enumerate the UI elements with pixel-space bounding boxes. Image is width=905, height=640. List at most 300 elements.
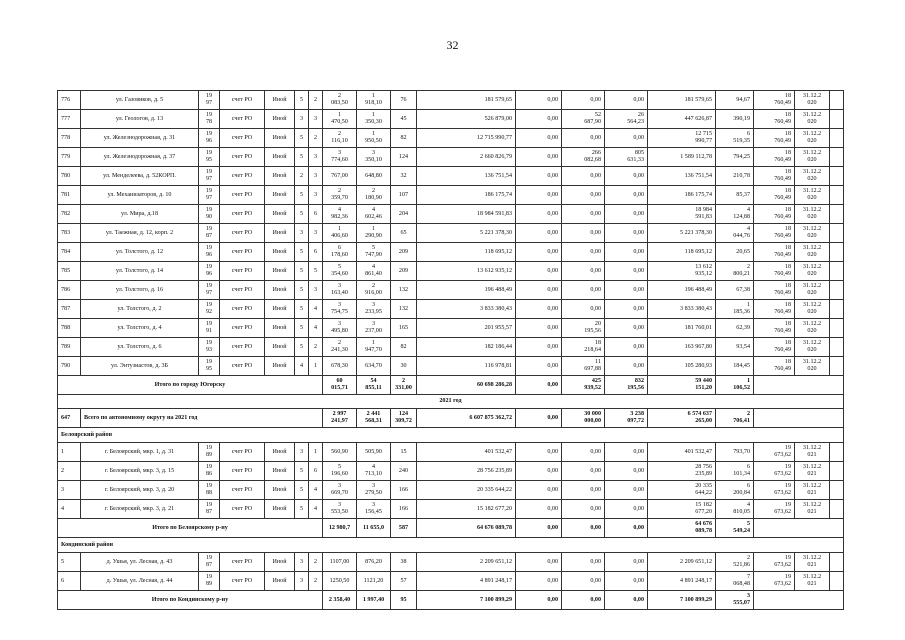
limit-cost-cell: 18 760,49 [754, 319, 795, 338]
living-area-cell: 3 279,50 [357, 481, 391, 500]
local-budget-cell: 0,00 [605, 167, 648, 186]
fund-cost-cell: 0,00 [516, 357, 562, 376]
table-row [58, 338, 844, 357]
build-year-cell: 19 89 [199, 443, 220, 462]
table-row [58, 91, 844, 110]
residents-cell: 45 [391, 110, 417, 129]
fund-cost-cell: 0,00 [516, 281, 562, 300]
limit-cost-cell: 19 673,62 [754, 500, 795, 519]
material-cell: Иной [265, 224, 295, 243]
district-header-row [58, 538, 844, 553]
local-budget-cell: 0,00 [605, 338, 648, 357]
funding-source-cell: счет РО [220, 481, 265, 500]
residents-cell: 57 [391, 572, 417, 591]
material-cell: Иной [265, 462, 295, 481]
owners-funds-cell: 401 532,47 [648, 443, 716, 462]
total-area-cell: 3 774,60 [323, 148, 357, 167]
unit-cost-cell: 2 800,21 [716, 262, 754, 281]
limit-cost-cell: 18 760,49 [754, 205, 795, 224]
build-year-cell: 19 97 [199, 167, 220, 186]
total-area-cell: 560,90 [323, 443, 357, 462]
total-cost-cell: 401 532,47 [417, 443, 516, 462]
deadline-cell: 31.12.2 020 [795, 281, 830, 300]
living-area-cell: 3 156,45 [357, 500, 391, 519]
build-year-cell: 19 87 [199, 500, 220, 519]
district-header-row-cell: Белоярский район [58, 428, 844, 443]
deadline-cell: 31.12.2 020 [795, 91, 830, 110]
local-budget-cell: 0,00 [605, 319, 648, 338]
floors-cell: 5 [295, 205, 309, 224]
funding-source-cell: счет РО [220, 186, 265, 205]
material-cell: Иной [265, 572, 295, 591]
material-cell: Иной [265, 167, 295, 186]
material-cell: Иной [265, 553, 295, 572]
build-year-cell: 19 91 [199, 319, 220, 338]
address-cell: ул. Толстого, д. 12 [81, 243, 199, 262]
total-label-cell: Итого по Кондинскому р-ну [58, 591, 323, 610]
funding-source-cell: счет РО [220, 462, 265, 481]
row-number-cell: 5 [58, 553, 81, 572]
living-area-cell: 4 602,46 [357, 205, 391, 224]
owners-funds-cell: 13 612 935,12 [648, 262, 716, 281]
unit-cost-cell: 94,67 [716, 91, 754, 110]
residents-cell: 65 [391, 224, 417, 243]
funding-source-cell: счет РО [220, 167, 265, 186]
deadline-cell: 31.12.2 021 [795, 443, 830, 462]
residents-cell: 82 [391, 338, 417, 357]
total-cost-cell: 60 698 286,28 [417, 376, 516, 395]
table-row [58, 129, 844, 148]
regional-budget-cell: 20 195,56 [562, 319, 605, 338]
entrances-cell: 3 [309, 110, 323, 129]
funding-source-cell: счет РО [220, 500, 265, 519]
residents-cell: 587 [391, 519, 417, 538]
blank-cell [830, 205, 844, 224]
blank-cell [754, 409, 844, 428]
deadline-cell: 31.12.2 020 [795, 243, 830, 262]
address-cell: ул. Таежная, д. 12, корп. 2 [81, 224, 199, 243]
limit-cost-cell: 19 673,62 [754, 572, 795, 591]
blank-cell [830, 319, 844, 338]
regional-budget-cell: 52 687,90 [562, 110, 605, 129]
unit-cost-cell: 6 519,35 [716, 129, 754, 148]
address-cell: ул. Толстого, д. 6 [81, 338, 199, 357]
fund-cost-cell: 0,00 [516, 319, 562, 338]
address-cell: ул. Газовиков, д. 5 [81, 91, 199, 110]
funding-source-cell: счет РО [220, 443, 265, 462]
local-budget-cell: 0,00 [605, 481, 648, 500]
total-area-cell: 1107,00 [323, 553, 357, 572]
row-number-cell: 1 [58, 443, 81, 462]
deadline-cell: 31.12.2 020 [795, 224, 830, 243]
capital-repair-register-table [57, 90, 844, 610]
limit-cost-cell: 18 760,49 [754, 224, 795, 243]
owners-funds-cell: 1 589 112,78 [648, 148, 716, 167]
funding-source-cell: счет РО [220, 319, 265, 338]
limit-cost-cell: 18 760,49 [754, 91, 795, 110]
row-number-cell: 4 [58, 500, 81, 519]
deadline-cell: 31.12.2 020 [795, 205, 830, 224]
build-year-cell: 19 97 [199, 91, 220, 110]
floors-cell: 5 [295, 281, 309, 300]
material-cell: Иной [265, 129, 295, 148]
owners-funds-cell: 18 984 591,83 [648, 205, 716, 224]
owners-funds-cell: 2 209 651,12 [648, 553, 716, 572]
owners-funds-cell: 118 695,12 [648, 243, 716, 262]
blank-cell [830, 243, 844, 262]
address-cell: г. Белоярский, мкр. 3, д. 20 [81, 481, 199, 500]
total-row [58, 519, 844, 538]
regional-budget-cell: 0,00 [562, 262, 605, 281]
total-cost-cell: 182 186,44 [417, 338, 516, 357]
address-cell: ул. Толстого, д. 14 [81, 262, 199, 281]
regional-budget-cell: 0,00 [562, 443, 605, 462]
build-year-cell: 19 86 [199, 462, 220, 481]
limit-cost-cell: 18 760,49 [754, 129, 795, 148]
living-area-cell: 2 441 568,31 [357, 409, 391, 428]
row-number-cell: 781 [58, 186, 81, 205]
fund-cost-cell: 0,00 [516, 553, 562, 572]
fund-cost-cell: 0,00 [516, 572, 562, 591]
total-cost-cell: 12 715 990,77 [417, 129, 516, 148]
residents-cell: 32 [391, 167, 417, 186]
table-row [58, 262, 844, 281]
total-cost-cell: 118 695,12 [417, 243, 516, 262]
fund-cost-cell: 0,00 [516, 338, 562, 357]
deadline-cell: 31.12.2 021 [795, 500, 830, 519]
material-cell: Иной [265, 110, 295, 129]
limit-cost-cell: 18 760,49 [754, 243, 795, 262]
total-cost-cell: 526 879,00 [417, 110, 516, 129]
table-row [58, 572, 844, 591]
fund-cost-cell: 0,00 [516, 129, 562, 148]
total-label-cell: Всего по автономному округу на 2021 год [81, 409, 323, 428]
material-cell: Иной [265, 262, 295, 281]
funding-source-cell: счет РО [220, 243, 265, 262]
row-number-cell: 786 [58, 281, 81, 300]
local-budget-cell: 0,00 [605, 357, 648, 376]
deadline-cell: 31.12.2 020 [795, 167, 830, 186]
material-cell: Иной [265, 300, 295, 319]
funding-source-cell: счет РО [220, 205, 265, 224]
living-area-cell: 1 947,70 [357, 338, 391, 357]
material-cell: Иной [265, 443, 295, 462]
blank-cell [830, 186, 844, 205]
total-area-cell: 5 196,60 [323, 462, 357, 481]
owners-funds-cell: 181 760,01 [648, 319, 716, 338]
total-cost-cell: 15 182 677,20 [417, 500, 516, 519]
unit-cost-cell: 3 555,07 [716, 591, 754, 610]
row-number-cell: 647 [58, 409, 81, 428]
regional-budget-cell: 0,00 [562, 224, 605, 243]
fund-cost-cell: 0,00 [516, 243, 562, 262]
total-label-cell: Итого по городу Югорску [58, 376, 323, 395]
blank-cell [830, 91, 844, 110]
deadline-cell: 31.12.2 020 [795, 148, 830, 167]
fund-cost-cell: 0,00 [516, 167, 562, 186]
residents-cell: 124 [391, 148, 417, 167]
blank-cell [830, 129, 844, 148]
total-cost-cell: 116 978,81 [417, 357, 516, 376]
fund-cost-cell: 0,00 [516, 481, 562, 500]
table-row [58, 357, 844, 376]
blank-cell [830, 357, 844, 376]
deadline-cell: 31.12.2 020 [795, 300, 830, 319]
owners-funds-cell: 12 715 990,77 [648, 129, 716, 148]
build-year-cell: 19 95 [199, 357, 220, 376]
limit-cost-cell: 18 760,49 [754, 167, 795, 186]
blank-cell [830, 338, 844, 357]
blank-cell [830, 443, 844, 462]
living-area-cell: 1 290,90 [357, 224, 391, 243]
build-year-cell: 19 78 [199, 110, 220, 129]
residents-cell: 209 [391, 243, 417, 262]
row-number-cell: 787 [58, 300, 81, 319]
residents-cell: 165 [391, 319, 417, 338]
table-row [58, 186, 844, 205]
address-cell: ул. Железнодорожная, д. 31 [81, 129, 199, 148]
row-number-cell: 785 [58, 262, 81, 281]
limit-cost-cell: 19 673,62 [754, 481, 795, 500]
address-cell: ул. Толстого, д. 2 [81, 300, 199, 319]
address-cell: ул. Толстого, д. 4 [81, 319, 199, 338]
local-budget-cell: 0,00 [605, 243, 648, 262]
total-area-cell: 2 359,70 [323, 186, 357, 205]
floors-cell: 5 [295, 300, 309, 319]
total-cost-cell: 7 100 899,29 [417, 591, 516, 610]
living-area-cell: 1 350,30 [357, 110, 391, 129]
district-header-row [58, 428, 844, 443]
entrances-cell: 3 [309, 281, 323, 300]
fund-cost-cell: 0,00 [516, 110, 562, 129]
deadline-cell: 31.12.2 021 [795, 572, 830, 591]
local-budget-cell: 0,00 [605, 262, 648, 281]
total-area-cell: 3 553,50 [323, 500, 357, 519]
entrances-cell: 6 [309, 243, 323, 262]
material-cell: Иной [265, 148, 295, 167]
unit-cost-cell: 6 200,84 [716, 481, 754, 500]
total-area-cell: 2 241,30 [323, 338, 357, 357]
regional-budget-cell: 0,00 [562, 243, 605, 262]
local-budget-cell: 0,00 [605, 500, 648, 519]
blank-cell [830, 462, 844, 481]
entrances-cell: 6 [309, 205, 323, 224]
regional-budget-cell: 0,00 [562, 572, 605, 591]
unit-cost-cell: 210,78 [716, 167, 754, 186]
floors-cell: 5 [295, 319, 309, 338]
total-area-cell: 3 669,70 [323, 481, 357, 500]
total-area-cell: 767,00 [323, 167, 357, 186]
total-area-cell: 1250,50 [323, 572, 357, 591]
blank-cell [830, 224, 844, 243]
funding-source-cell: счет РО [220, 300, 265, 319]
living-area-cell: 4 861,40 [357, 262, 391, 281]
total-area-cell: 6 178,60 [323, 243, 357, 262]
unit-cost-cell: 2 521,86 [716, 553, 754, 572]
table-row [58, 481, 844, 500]
living-area-cell: 634,70 [357, 357, 391, 376]
unit-cost-cell: 67,38 [716, 281, 754, 300]
row-number-cell: 788 [58, 319, 81, 338]
total-cost-cell: 13 612 935,12 [417, 262, 516, 281]
material-cell: Иной [265, 205, 295, 224]
regional-budget-cell: 0,00 [562, 462, 605, 481]
floors-cell: 5 [295, 186, 309, 205]
funding-source-cell: счет РО [220, 110, 265, 129]
living-area-cell: 2 916,00 [357, 281, 391, 300]
entrances-cell: 1 [309, 443, 323, 462]
total-area-cell: 3 495,80 [323, 319, 357, 338]
row-number-cell: 6 [58, 572, 81, 591]
living-area-cell: 1 950,50 [357, 129, 391, 148]
floors-cell: 5 [295, 500, 309, 519]
funding-source-cell: счет РО [220, 281, 265, 300]
owners-funds-cell: 6 574 637 265,00 [648, 409, 716, 428]
blank-cell [830, 167, 844, 186]
total-cost-cell: 186 175,74 [417, 186, 516, 205]
regional-budget-cell: 0,00 [562, 129, 605, 148]
total-cost-cell: 201 955,57 [417, 319, 516, 338]
table-row [58, 148, 844, 167]
material-cell: Иной [265, 338, 295, 357]
deadline-cell: 31.12.2 020 [795, 110, 830, 129]
fund-cost-cell: 0,00 [516, 224, 562, 243]
blank-cell [830, 553, 844, 572]
owners-funds-cell: 64 676 089,78 [648, 519, 716, 538]
regional-budget-cell: 0,00 [562, 186, 605, 205]
address-cell: г. Белоярский, мкр. 3, д. 15 [81, 462, 199, 481]
material-cell: Иной [265, 500, 295, 519]
unit-cost-cell: 1 185,36 [716, 300, 754, 319]
total-area-cell: 2 997 241,97 [323, 409, 357, 428]
floors-cell: 3 [295, 553, 309, 572]
blank-cell [754, 519, 844, 538]
deadline-cell: 31.12.2 020 [795, 338, 830, 357]
entrances-cell: 3 [309, 148, 323, 167]
living-area-cell: 505,90 [357, 443, 391, 462]
fund-cost-cell: 0,00 [516, 148, 562, 167]
owners-funds-cell: 20 335 644,22 [648, 481, 716, 500]
entrances-cell: 2 [309, 572, 323, 591]
build-year-cell: 19 87 [199, 224, 220, 243]
blank-cell [830, 110, 844, 129]
local-budget-cell: 3 238 097,72 [605, 409, 648, 428]
year-header-row [58, 395, 844, 409]
material-cell: Иной [265, 357, 295, 376]
table-row [58, 500, 844, 519]
deadline-cell: 31.12.2 020 [795, 262, 830, 281]
regional-budget-cell: 425 939,52 [562, 376, 605, 395]
owners-funds-cell: 136 751,54 [648, 167, 716, 186]
total-cost-cell: 5 221 378,30 [417, 224, 516, 243]
table-row [58, 281, 844, 300]
regional-budget-cell: 0,00 [562, 167, 605, 186]
floors-cell: 3 [295, 572, 309, 591]
residents-cell: 240 [391, 462, 417, 481]
material-cell: Иной [265, 243, 295, 262]
material-cell: Иной [265, 281, 295, 300]
total-area-cell: 3 754,75 [323, 300, 357, 319]
row-number-cell: 776 [58, 91, 81, 110]
blank-cell [754, 376, 844, 395]
limit-cost-cell: 18 760,49 [754, 338, 795, 357]
row-number-cell: 778 [58, 129, 81, 148]
local-budget-cell: 0,00 [605, 224, 648, 243]
build-year-cell: 19 96 [199, 243, 220, 262]
owners-funds-cell: 4 891 248,17 [648, 572, 716, 591]
local-budget-cell: 0,00 [605, 572, 648, 591]
entrances-cell: 3 [309, 167, 323, 186]
address-cell: ул. Менделеева, д. 52КОРП. [81, 167, 199, 186]
floors-cell: 5 [295, 148, 309, 167]
owners-funds-cell: 186 175,74 [648, 186, 716, 205]
total-cost-cell: 136 751,54 [417, 167, 516, 186]
local-budget-cell: 0,00 [605, 462, 648, 481]
build-year-cell: 19 95 [199, 148, 220, 167]
table-row [58, 443, 844, 462]
blank-cell [830, 500, 844, 519]
total-area-cell: 2 083,50 [323, 91, 357, 110]
owners-funds-cell: 28 756 235,89 [648, 462, 716, 481]
total-cost-cell: 18 984 591,83 [417, 205, 516, 224]
fund-cost-cell: 0,00 [516, 376, 562, 395]
total-area-cell: 1 406,60 [323, 224, 357, 243]
table-row [58, 319, 844, 338]
table-row [58, 167, 844, 186]
living-area-cell: 1 997,40 [357, 591, 391, 610]
address-cell: д. Ушья, ул. Лесная, д. 44 [81, 572, 199, 591]
total-label-cell: Итого по Белоярскому р-ну [58, 519, 323, 538]
unit-cost-cell: 85,37 [716, 186, 754, 205]
deadline-cell: 31.12.2 020 [795, 129, 830, 148]
total-cost-cell: 64 676 089,78 [417, 519, 516, 538]
address-cell: ул. Мира, д.18 [81, 205, 199, 224]
local-budget-cell: 0,00 [605, 443, 648, 462]
row-number-cell: 3 [58, 481, 81, 500]
entrances-cell: 4 [309, 319, 323, 338]
unit-cost-cell: 6 101,34 [716, 462, 754, 481]
build-year-cell: 19 88 [199, 481, 220, 500]
unit-cost-cell: 390,19 [716, 110, 754, 129]
entrances-cell: 2 [309, 129, 323, 148]
total-row [58, 591, 844, 610]
floors-cell: 5 [295, 262, 309, 281]
funding-source-cell: счет РО [220, 224, 265, 243]
limit-cost-cell: 18 760,49 [754, 281, 795, 300]
unit-cost-cell: 20,65 [716, 243, 754, 262]
page-number: 32 [446, 38, 459, 52]
local-budget-cell: 0,00 [605, 300, 648, 319]
residents-cell: 166 [391, 500, 417, 519]
row-number-cell: 782 [58, 205, 81, 224]
limit-cost-cell: 18 760,49 [754, 300, 795, 319]
owners-funds-cell: 163 967,80 [648, 338, 716, 357]
unit-cost-cell: 4 044,76 [716, 224, 754, 243]
deadline-cell: 31.12.2 021 [795, 553, 830, 572]
table-row [58, 553, 844, 572]
living-area-cell: 5 747,90 [357, 243, 391, 262]
table-row [58, 243, 844, 262]
address-cell: д. Ушья, ул. Лесная, д. 43 [81, 553, 199, 572]
regional-budget-cell: 0,00 [562, 300, 605, 319]
owners-funds-cell: 7 100 899,29 [648, 591, 716, 610]
unit-cost-cell: 184,45 [716, 357, 754, 376]
floors-cell: 5 [295, 481, 309, 500]
fund-cost-cell: 0,00 [516, 205, 562, 224]
residents-cell: 82 [391, 129, 417, 148]
funding-source-cell: счет РО [220, 338, 265, 357]
material-cell: Иной [265, 186, 295, 205]
